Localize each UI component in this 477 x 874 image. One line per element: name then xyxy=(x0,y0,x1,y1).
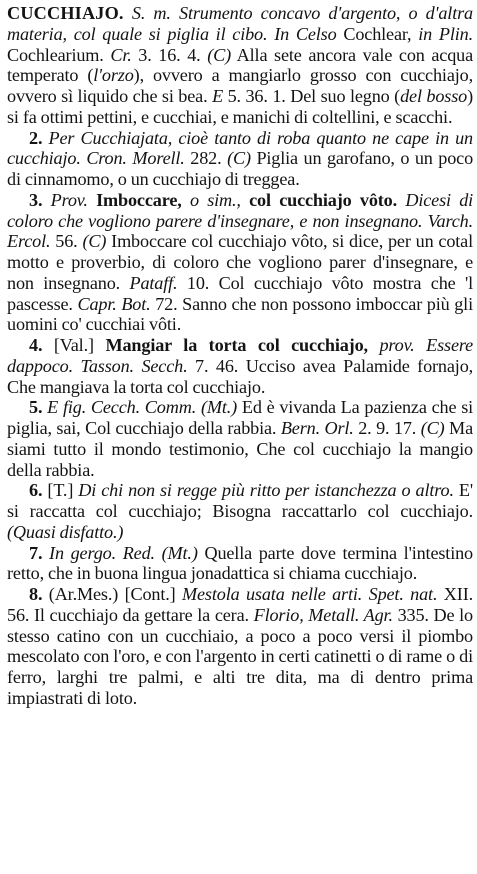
source-citation: Capr. Bot. xyxy=(77,293,151,314)
headword: CUCCHIAJO. xyxy=(7,3,124,23)
sense-tag: (Ar.Mes.) [Cont.] xyxy=(48,584,176,604)
source-citation: Spet. nat. xyxy=(368,584,438,604)
quote-text: E' si raccatta col cucchiajo; Bisogna raccattarlo col cucchiajo. xyxy=(7,480,474,521)
source-citation: Cron. Morell. xyxy=(86,148,185,169)
source-ref: 7. 46. xyxy=(195,355,239,376)
sense-lead: E fig. Cecch. Comm. xyxy=(47,397,197,418)
source-citation: Florio, Metall. Agr. xyxy=(253,604,393,625)
sense-number: 3. xyxy=(29,189,43,210)
quote-text: Ma siami tutto il mondo testimonio, Che col cucchiajo la mangio della rabbia. xyxy=(7,418,473,480)
sense-number: 4. xyxy=(29,335,43,355)
citation-mark: (C) xyxy=(227,148,251,169)
citation-mark: (C) xyxy=(420,418,445,438)
sense-number: 5. xyxy=(29,397,43,418)
phrase: col cucchiajo vôto. xyxy=(249,189,398,210)
dictionary-page xyxy=(7,3,473,709)
source-cr: Cr. xyxy=(110,44,132,65)
source-ref: 3. 16. 4. xyxy=(138,44,201,65)
source-ref: 56. xyxy=(55,231,78,252)
definition: Essere dappoco. xyxy=(7,335,474,376)
sense-5 xyxy=(7,397,473,480)
definition: Strumento concavo d'argento, o d'altra materia, col quale si piglia il cibo. xyxy=(7,3,473,44)
quote-italic: l'orzo xyxy=(93,65,134,86)
prov-label: prov. xyxy=(379,335,415,355)
quote-italic: del bosso xyxy=(400,86,468,106)
source-ref: 282. xyxy=(190,148,222,169)
quote-text: Piglia un garofano, o un poco di cinnamomo, o un cucchiajo di treggea. xyxy=(7,148,474,189)
source-citation: Bern. Orl. xyxy=(280,418,354,438)
citation-mark: (Mt.) xyxy=(161,542,198,563)
sense-6 xyxy=(7,480,473,542)
entry-paragraph xyxy=(7,3,473,128)
sense-number: 2. xyxy=(29,127,43,148)
quote-text: Imboccare col cucchiajo vôto, si dice, per un cotal motto e proverbio, di coloro che vogliono parer d'insegnare, e non insegnano. xyxy=(7,231,474,293)
citation-mark: (C) xyxy=(82,231,107,252)
source-celso: Celso xyxy=(295,23,337,44)
source-plin: in Plin. xyxy=(418,23,474,44)
definition: Dicesi di coloro che vogliono parere d'insegnare, e non insegnano. xyxy=(7,189,474,231)
quote-text: XII. 56. Il cucchiajo da gettare la cera. xyxy=(7,584,473,625)
quote-text: 335. De lo stesso catino con un cucchiaio, a poco a poco versi il piombo mescolato con l'oro, e con l'argento in certi catinetti o di rame o di ferro, larghi tre palmi, e alti tre dita, ma di dentro prima impiastrati di loto. xyxy=(7,604,474,708)
sense-tag: [T.] xyxy=(47,480,74,501)
quote-text: ), ovvero a mangiarlo grosso con cucchiajo, ovvero sì liquido che si bea. xyxy=(7,65,473,106)
sense-3 xyxy=(7,190,473,335)
quote-text: 72. Sanno che non possono imboccar più gli uomini co' cucchiai vôti. xyxy=(7,293,473,335)
phrase: Imboccare, xyxy=(96,189,182,210)
prov-label: Prov. xyxy=(50,189,88,210)
quote-text: ) si fa ottimi pettini, e cucchiai, e manichi di coltellini, e scacchi. xyxy=(7,86,474,127)
citation-mark: (Mt.) xyxy=(200,397,238,418)
sense-number: 8. xyxy=(29,584,43,604)
quote-text: Ucciso avea Palamide fornajo, Che mangiava la torta col cucchiajo. xyxy=(7,355,474,397)
source-ref: 2. 9. 17. xyxy=(358,418,417,438)
source-e: E xyxy=(212,86,224,106)
sense-number: 6. xyxy=(29,480,43,501)
sense-lead: In gergo. Red. xyxy=(49,542,155,563)
source-citation: Pataff. xyxy=(129,272,178,293)
citation-mark: (C) xyxy=(207,44,232,65)
quote-text: Quella parte dove termina l'intestino retto, che in buona lingua jonadattica si chiama cucchiajo. xyxy=(7,542,473,584)
latin-cochlear: Cochlear, xyxy=(343,23,412,44)
sense-2 xyxy=(7,128,473,190)
sense-7 xyxy=(7,543,473,585)
definition: Di chi non si regge più ritto per istanchezza o altro. xyxy=(78,480,454,501)
quote-text: 10. Col cucchiajo vôto mostra che 'l pascesse. xyxy=(7,272,474,314)
in-label: In xyxy=(274,23,290,44)
source-citation: Varch. Ercol. xyxy=(7,210,473,252)
definition: Per Cucchiajata, cioè tanto di roba quanto ne cape in un cucchiajo. xyxy=(7,127,473,169)
sense-tag: [Val.] xyxy=(53,335,94,355)
definition: Mestola usata nelle arti. xyxy=(182,584,363,604)
sense-note: (Quasi disfatto.) xyxy=(7,521,124,542)
quote-text: 5. 36. 1. Del suo legno ( xyxy=(227,86,401,106)
sense-number: 7. xyxy=(29,542,43,563)
latin-cochlearium: Cochlearium. xyxy=(7,44,104,65)
phrase-note: o sim., xyxy=(189,189,241,210)
phrase: Mangiar la torta col cucchiajo, xyxy=(105,335,368,355)
sense-8 xyxy=(7,584,473,709)
sense-4 xyxy=(7,335,473,397)
quote-text: Alla sete ancora vale con acqua temperato ( xyxy=(7,44,474,86)
grammar-label: S. m. xyxy=(131,3,171,23)
source-citation: Tasson. Secch. xyxy=(80,355,188,376)
quote-text: Ed è vivanda La pazienza che si piglia, sai, Col cucchiajo della rabbia. xyxy=(7,397,474,438)
